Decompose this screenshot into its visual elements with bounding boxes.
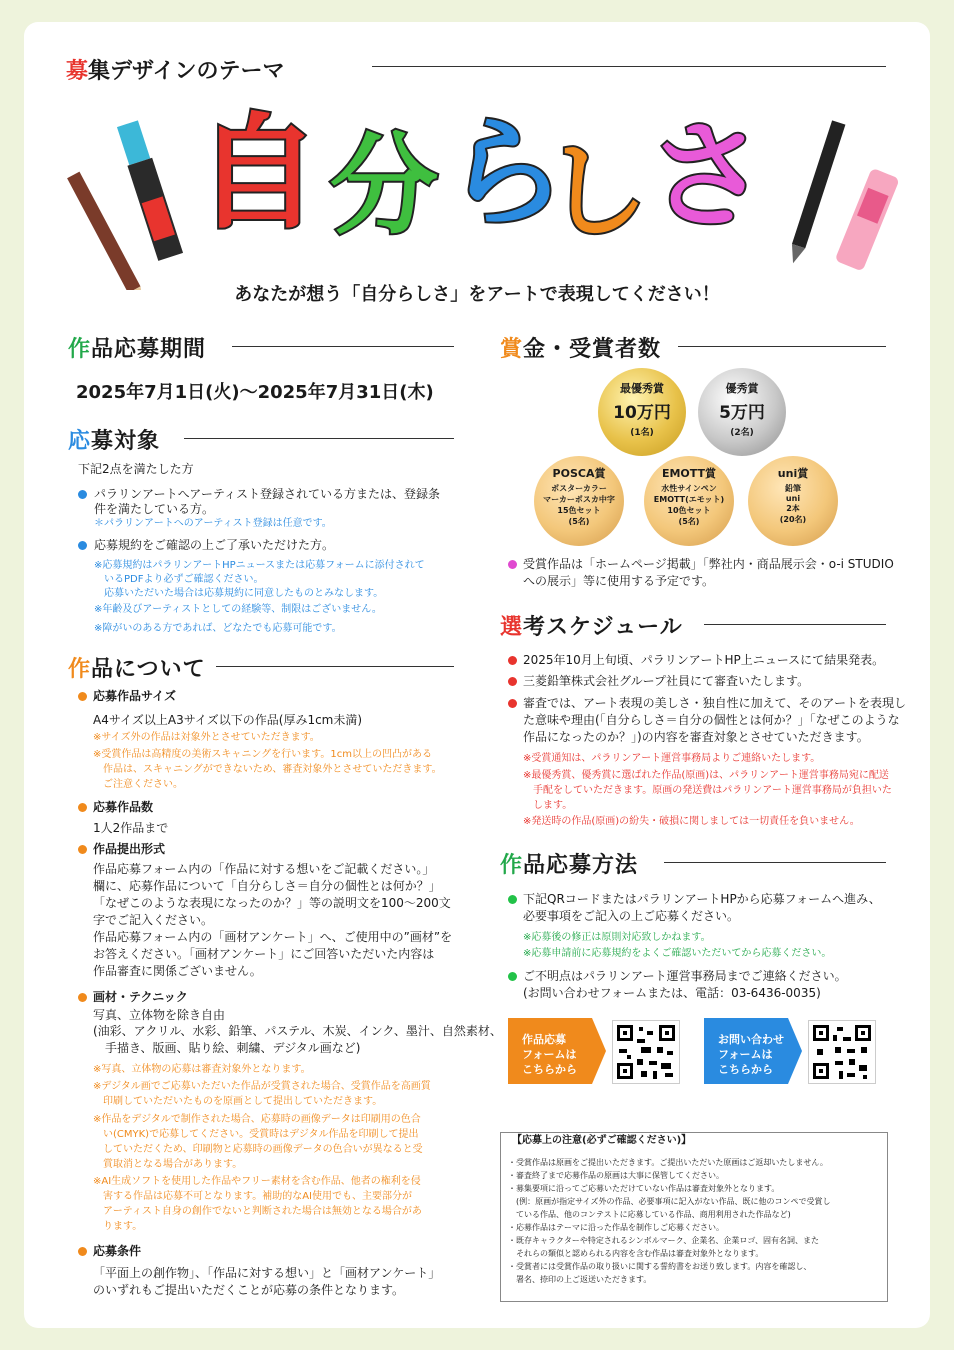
- marker-cap-icon: [117, 120, 150, 165]
- uni-medal: [748, 456, 838, 546]
- format-line-1: 作品応募フォーム内の「作品に対する想いをご記載ください。」: [93, 862, 435, 876]
- schedule-heading-first: 選: [500, 615, 524, 640]
- size-note-2: ※受賞作品は高精度の美術スキャニングを行います。1cm以上の凹凸がある: [93, 749, 432, 760]
- bullet-icon: [78, 993, 87, 1002]
- theme-subtitle: あなたが想う「自分らしさ」をアートで表現してください！: [234, 284, 720, 305]
- caution-item-4: ・応募作品はテーマに沿った作品を制作しご応募ください。: [508, 1223, 724, 1232]
- media-label: 画材・テクニック: [93, 990, 188, 1004]
- works-heading: [68, 652, 206, 683]
- method-item2-line2: (お問い合わせフォームまたは、電話：03-6436-0035): [523, 986, 821, 1000]
- media-note-7: 賞取消となる場合があります。: [93, 1159, 243, 1170]
- cond-label: 応募条件: [93, 1244, 142, 1258]
- format-line-7: 作品審査に関係ございません。: [93, 964, 262, 978]
- media-line-2: (油彩、アクリル、水彩、鉛筆、パステル、木炭、インク、墨汁、自然素材、: [93, 1024, 502, 1038]
- media-note-5: い(CMYK)で応募してください。受賞時はデジタル作品を印刷して提出: [93, 1129, 419, 1140]
- inquiry-cta-line2: フォームは: [718, 1048, 773, 1061]
- count-text: 1人2作品まで: [93, 821, 169, 835]
- eligibility-intro: 下記2点を満たした方: [78, 462, 194, 476]
- uni-title: uni賞: [777, 467, 809, 480]
- uni-line2: uni: [785, 494, 801, 503]
- media-note-3: 印刷していただいたものを原画として提出していただきます。: [93, 1096, 383, 1107]
- silver-title: 優秀賞: [725, 382, 759, 395]
- bullet-icon: [508, 972, 517, 981]
- posca-line1: ポスターカラー: [551, 484, 607, 493]
- schedule-note-2: ※最優秀賞、優秀賞に選ばれた作品(原画)は、パラリンアート運営事務局宛に配送: [523, 770, 889, 781]
- size-note-4: ご注意ください。: [93, 779, 183, 790]
- inquiry-qr-code[interactable]: [808, 1020, 876, 1084]
- size-text: A4サイズ以上A3サイズ以下の作品(厚み1cm未満): [93, 713, 363, 727]
- caution-item-3-ex2: ている作品、他のコンテストに応募している作品、商用利用された作品など): [508, 1210, 791, 1219]
- cautions-title: 【応募上の注意(必ずご確認ください)】: [512, 1135, 692, 1146]
- bullet-icon: [508, 895, 517, 904]
- schedule-note-5: ※発送時の作品(原画)の紛失・破損に関しましては一切責任を負いません。: [523, 816, 860, 827]
- prizes-heading: [500, 332, 661, 363]
- entry-form-cta[interactable]: [508, 1018, 606, 1084]
- pens-left-illustration: [50, 110, 190, 290]
- posca-line2: マーカーポスカ中字: [543, 495, 615, 504]
- format-line-3: 「なぜこのような表現になったのか？」等の説明文を100～200文: [93, 896, 451, 910]
- emott-line2: EMOTT(エモット): [653, 495, 725, 504]
- eligibility-heading: [68, 424, 160, 455]
- caution-item-6: ・受賞者には受賞作品の取り扱いに関する誓約書をお送り致します。内容を確認し、: [508, 1262, 812, 1271]
- gold-count: (1名): [630, 428, 654, 438]
- silver-medal: [698, 368, 786, 456]
- posca-medal: [534, 456, 624, 546]
- method-note-1: ※応募後の修正は原則対応致しかねます。: [523, 932, 711, 943]
- schedule-item3-line3: 作品になったのか？」)の内容を審査対象とさせていただきます。: [523, 730, 869, 744]
- bullet-icon: [508, 699, 517, 708]
- eligibility-item2: 応募規約をご確認の上ご了承いただけた方。: [94, 538, 335, 552]
- prize-usage-line2: への展示」等に使用する予定です。: [523, 574, 715, 588]
- caution-item-1: ・受賞作品は原画をご提出いただきます。ご提出いただいた原画はご返却いたしません。: [508, 1158, 828, 1167]
- emott-line3: 10色セット: [667, 506, 711, 515]
- main-title-char-1: 自: [196, 102, 321, 246]
- inquiry-cta-line1: お問い合わせ: [718, 1033, 784, 1046]
- media-note-10: アーティスト自身の創作でないと判断された場合は無効となる場合があ: [93, 1206, 422, 1217]
- main-title-char-5: さ: [648, 107, 767, 245]
- media-note-2: ※デジタル画でご応募いただいた作品が受賞された場合、受賞作品を高画質: [93, 1081, 431, 1092]
- works-heading-first: 作: [68, 657, 92, 682]
- eligibility-note-4: ※年齢及びアーティストとしての経験等、制限はございません。: [94, 604, 382, 615]
- media-note-6: していただくため、印刷物と応募時の画像データの色合いが異なると受: [93, 1144, 423, 1155]
- method-item1-line2: 必要事項をご記入の上ご応募ください。: [523, 909, 740, 923]
- size-label: 応募作品サイズ: [93, 689, 177, 703]
- bullet-icon: [78, 490, 87, 499]
- bullet-icon: [78, 692, 87, 701]
- emott-title: EMOTT賞: [661, 467, 717, 480]
- size-note-3: 作品は、スキャニングができないため、審査対象外とさせていただきます。: [93, 764, 442, 775]
- bullet-icon: [78, 1247, 87, 1256]
- eligibility-item1-line2: 件を満たしている方。: [94, 502, 215, 516]
- bullet-icon: [78, 541, 87, 550]
- theme-heading: [66, 54, 284, 85]
- media-note-11: ります。: [93, 1221, 143, 1232]
- silver-count: (2名): [730, 428, 754, 438]
- main-title-char-3: ら: [446, 104, 566, 243]
- pens-right-illustration: [770, 110, 900, 290]
- count-label: 応募作品数: [93, 800, 154, 814]
- posca-line3: 15色セット: [557, 506, 601, 515]
- works-heading-rest: 品について: [91, 657, 206, 682]
- eligibility-note-5: ※障がいのある方であれば、どなたでも応募可能です。: [94, 623, 342, 634]
- media-line-1: 写真、立体物を除き自由: [93, 1008, 226, 1022]
- method-heading-rest: 品応募方法: [523, 853, 639, 878]
- schedule-item3-line1: 審査では、アート表現の美しさ・独自性に加えて、そのアートを表現し: [523, 696, 907, 710]
- period-heading: [68, 332, 206, 363]
- theme-heading-first: 募: [66, 59, 89, 84]
- format-line-4: 字でご記入ください。: [93, 913, 214, 927]
- media-note-8: ※AI生成ソフトを使用した作品やフリー素材を含む作品、他者の権利を侵: [93, 1176, 421, 1187]
- bullet-icon: [508, 677, 517, 686]
- posca-title: POSCA賞: [552, 467, 606, 480]
- emott-count: (5名): [678, 517, 700, 526]
- eligibility-heading-first: 応: [68, 429, 92, 454]
- caution-item-3: ・募集要項に沿ってご応募いただけていない作品は審査対象外となります。: [508, 1184, 780, 1193]
- method-heading: [500, 848, 638, 879]
- bullet-icon: [508, 560, 517, 569]
- schedule-heading-rest: 考スケジュール: [523, 615, 683, 640]
- eligibility-heading-rest: 募対象: [91, 429, 161, 454]
- media-note-1: ※写真、立体物の応募は審査対象外となります。: [93, 1064, 311, 1075]
- schedule-item1: 2025年10月上旬頃、パラリンアートHP上ニュースにて結果発表。: [523, 653, 885, 667]
- prizes-rule: [678, 346, 886, 347]
- entry-cta-line3: こちらから: [522, 1063, 577, 1076]
- schedule-note-3: 手配をしていただきます。原画の発送費はパラリンアート運営事務局が負担いた: [523, 785, 892, 796]
- schedule-note-1: ※受賞通知は、パラリンアート運営事務局よりご連絡いたします。: [523, 753, 821, 764]
- schedule-rule: [704, 624, 886, 625]
- gold-medal: [598, 368, 686, 456]
- entry-cta-line1: 作品応募: [522, 1033, 566, 1046]
- cond-line-1: 「平面上の創作物」、「作品に対する想い」と「画材アンケート」: [93, 1266, 441, 1280]
- eligibility-note-2: いるPDFより必ずご確認ください。: [94, 574, 264, 585]
- caution-item-6-cont: 署名、捺印の上ご返送いただきます。: [508, 1275, 652, 1284]
- period-heading-first: 作: [68, 337, 92, 362]
- emott-line1: 水性サインペン: [661, 484, 717, 493]
- schedule-item3-line2: た意味や理由(「自分らしさ＝自分の個性とは何か？」「なぜこのような: [523, 713, 900, 727]
- inquiry-cta-line3: こちらから: [718, 1063, 773, 1076]
- caution-item-5-cont: それらの類似と認められる内容を含む作品は審査対象外となります。: [508, 1249, 764, 1258]
- theme-rule: [372, 66, 886, 67]
- pencil-icon: [67, 172, 140, 290]
- prizes-heading-first: 賞: [500, 337, 524, 362]
- method-note-2: ※応募申請前に応募規約をよくご確認いただいてから応募ください。: [523, 948, 832, 959]
- bullet-icon: [508, 656, 517, 665]
- silver-amount: 5万円: [719, 403, 765, 423]
- media-note-4: ※作品をデジタルで制作された場合、応募時の画像データは印刷用の色合: [93, 1114, 421, 1125]
- period-dates: 2025年7月1日(火)～2025年7月31日(木): [76, 382, 434, 403]
- emott-medal: [644, 456, 734, 546]
- uni-line3: 2本: [786, 504, 800, 513]
- method-item2-line1: ご不明点はパラリンアート運営事務局までご連絡ください。: [523, 969, 847, 983]
- caution-item-2: ・審査終了まで応募作品の原画は大事に保管してください。: [508, 1171, 724, 1180]
- format-line-6: お答えください。「画材アンケート」にご回答いただいた内容は: [93, 947, 435, 961]
- inquiry-form-cta[interactable]: [704, 1018, 802, 1084]
- main-title-char-2: 分: [330, 124, 439, 249]
- gold-amount: 10万円: [613, 403, 671, 423]
- qr-code-icon: [613, 1021, 679, 1083]
- main-title-char-4: し: [544, 130, 649, 252]
- theme-heading-rest: 集デザインのテーマ: [88, 59, 285, 84]
- media-line-3: 手描き、版画、貼り絵、刺繍、デジタル画など): [93, 1041, 361, 1055]
- format-line-5: 作品応募フォーム内の「画材アンケート」へ、ご使用中の”画材”を: [93, 930, 453, 944]
- schedule-heading: [500, 610, 683, 641]
- method-rule: [664, 862, 886, 863]
- entry-qr-code[interactable]: [612, 1020, 680, 1084]
- cautions-list: [508, 1156, 830, 1286]
- schedule-item2: 三菱鉛筆株式会社グループ社員にて審査いたします。: [523, 674, 810, 688]
- entry-cta-line2: フォームは: [522, 1048, 577, 1061]
- prizes-heading-rest: 金・受賞者数: [523, 337, 662, 362]
- caution-item-3-ex1: (例：原画が指定サイズ外の作品、必要事項に記入がない作品、既に他のコンペで受賞し: [508, 1197, 831, 1206]
- schedule-note-4: します。: [523, 800, 573, 811]
- format-line-2: 欄に、応募作品について「自分らしさ＝自分の個性とは何か？」: [93, 879, 441, 893]
- ballpoint-pen-icon: [792, 120, 845, 248]
- bullet-icon: [78, 803, 87, 812]
- uni-line1: 鉛筆: [785, 484, 801, 493]
- qr-code-icon: [809, 1021, 875, 1083]
- method-heading-first: 作: [500, 853, 524, 878]
- eligibility-note-3: 応募いただいた場合は応募規約に同意したものとみなします。: [94, 588, 384, 599]
- period-heading-rest: 品応募期間: [91, 337, 207, 362]
- media-note-9: 害する作品は応募不可となります。補助的なAI使用でも、主要部分が: [93, 1191, 412, 1202]
- works-rule: [216, 666, 454, 667]
- eligibility-rule: [184, 438, 454, 439]
- eligibility-note-1: ※応募規約はパラリンアートHPニュースまたは応募フォームに添付されて: [94, 560, 425, 571]
- bullet-icon: [78, 845, 87, 854]
- eligibility-item1-line1: パラリンアートへアーティスト登録されている方または、登録条: [94, 487, 440, 501]
- caution-item-5: ・既存キャラクターや特定されるシンボルマーク、企業名、企業ロゴ、固有名詞、また: [508, 1236, 819, 1245]
- size-note-1: ※サイズ外の作品は対象外とさせていただきます。: [93, 732, 320, 743]
- eligibility-item1-note: ＊パラリンアートへのアーティスト登録は任意です。: [94, 518, 332, 529]
- prize-usage-line1: 受賞作品は「ホームページ掲載」「弊社内・商品展示会・o-i STUDIO: [523, 557, 894, 571]
- format-label: 作品提出形式: [93, 842, 166, 856]
- method-item1-line1: 下記QRコードまたはパラリンアートHPから応募フォームへ進み、: [523, 892, 881, 906]
- cond-line-2: のいずれもご提出いただくことが応募の条件となります。: [93, 1283, 405, 1297]
- posca-count: (5名): [568, 517, 590, 526]
- period-rule: [232, 346, 454, 347]
- uni-count: (20名): [779, 515, 807, 524]
- gold-title: 最優秀賞: [620, 382, 664, 395]
